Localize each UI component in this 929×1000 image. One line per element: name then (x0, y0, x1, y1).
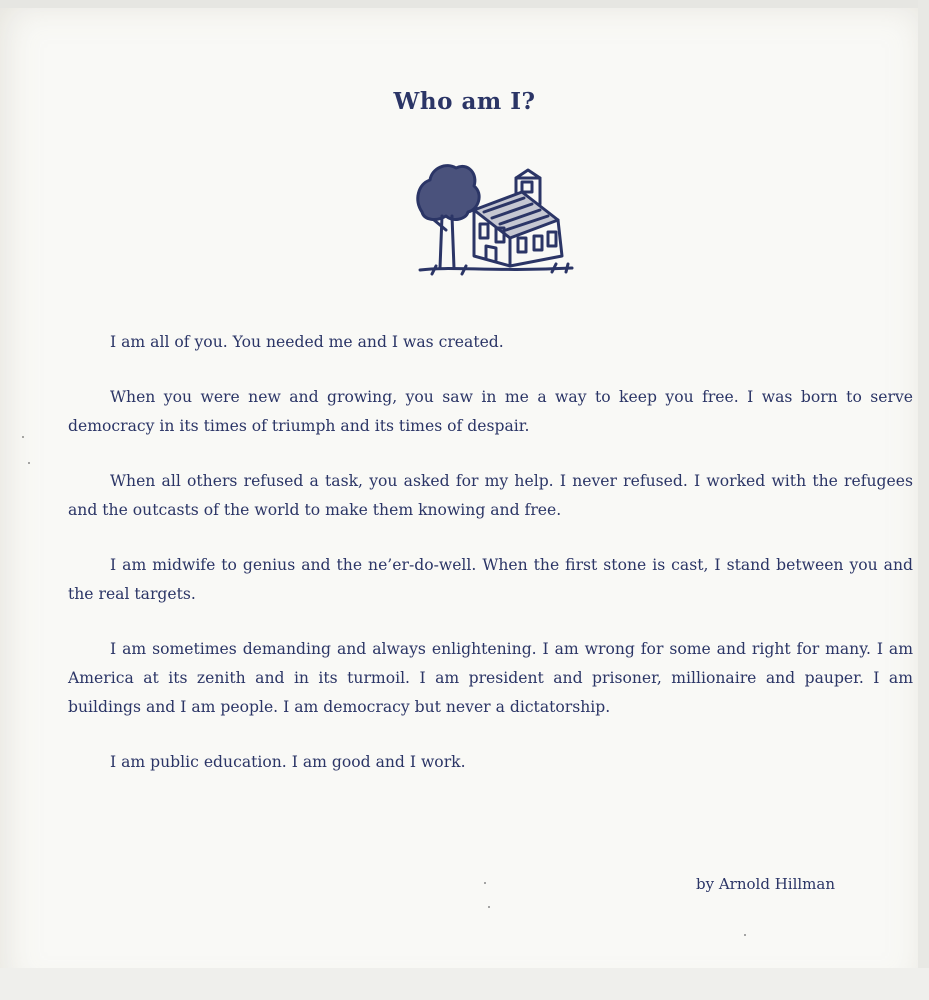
poem-body (68, 328, 913, 803)
scan-speck (484, 882, 486, 884)
poem-paragraph-6: I am public education. I am good and I work. (110, 753, 466, 771)
poem-title: Who am I? (393, 88, 536, 115)
scan-speck (22, 436, 24, 438)
poem-paragraph-3: When all others refused a task, you asked for my help. I never refused. I worked with the refugees and the outcasts of the world to make them knowing and free. (68, 472, 913, 519)
poem-paragraph-5: I am sometimes demanding and always enlightening. I am wrong for some and right for many. I am America at its zenith and in its turmoil. I am president and prisoner, millionaire and pauper. I am buildings and I am people. I am democracy but never a dictatorship. (68, 640, 913, 716)
scan-speck (28, 462, 30, 464)
scan-right-edge (918, 0, 929, 1000)
poem-paragraph-4: I am midwife to genius and the ne’er-do-well. When the first stone is cast, I stand between you and the real targets. (68, 556, 913, 603)
author-byline: by Arnold Hillman (696, 875, 836, 893)
scan-speck (488, 906, 490, 908)
poem-paragraph-2: When you were new and growing, you saw in me a way to keep you free. I was born to serve democracy in its times of triumph and its times of despair. (68, 388, 913, 435)
poem-paragraph-1: I am all of you. You needed me and I was created. (110, 333, 504, 351)
schoolhouse-with-tree-icon (412, 160, 576, 278)
scan-bottom-edge (0, 968, 929, 1000)
scan-top-edge (0, 0, 929, 8)
scan-speck (744, 934, 746, 936)
